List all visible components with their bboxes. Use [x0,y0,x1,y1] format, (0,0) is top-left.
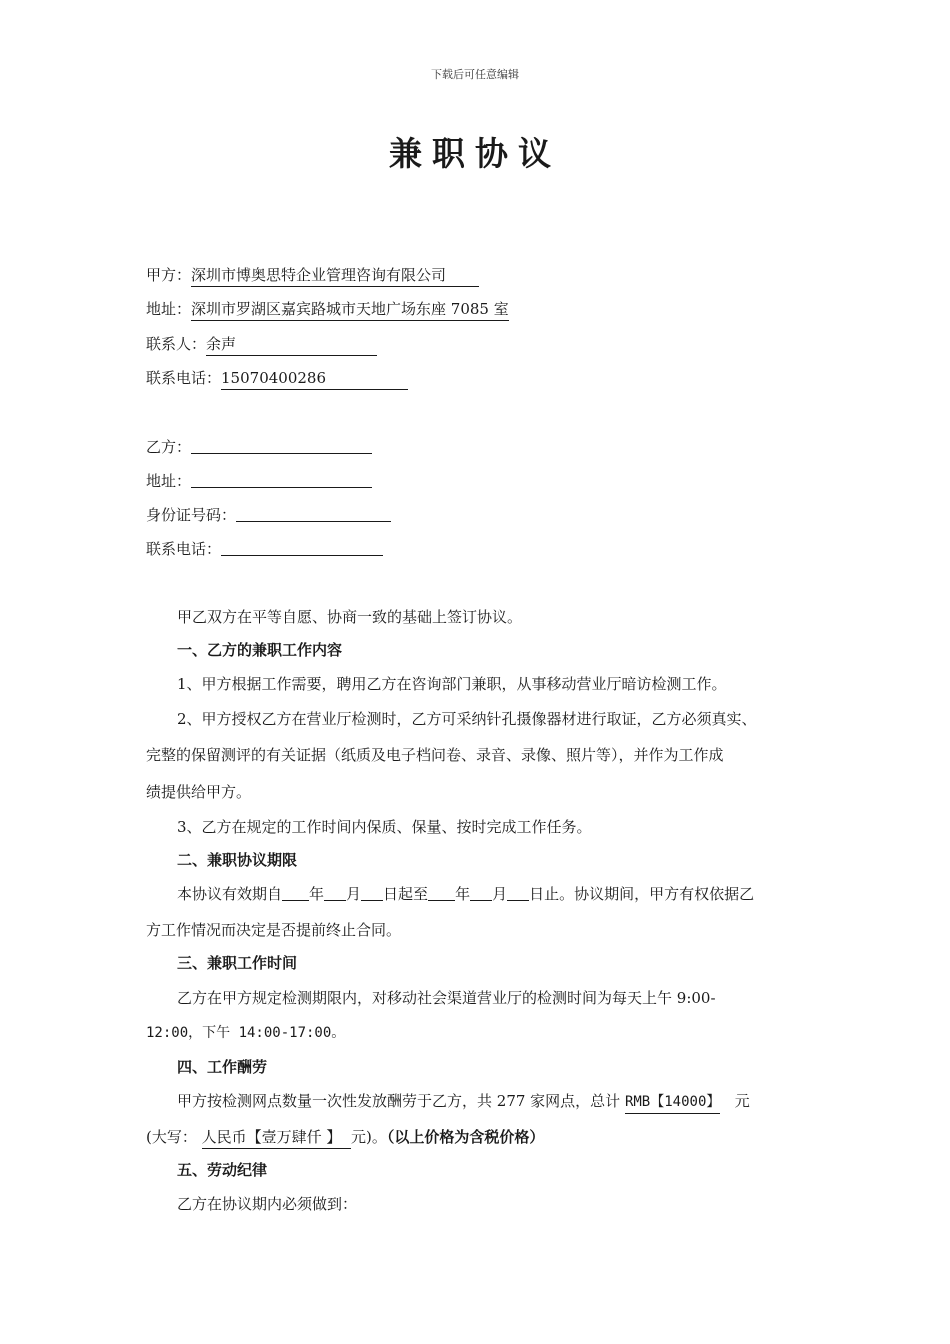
document-title: 兼职协议 [389,134,561,173]
end-month-blank[interactable] [470,885,492,901]
party-b-name-row [146,437,372,457]
party-a-contact-row [146,334,377,356]
section4-p1-line2 [146,1127,544,1149]
month-label: 月 [492,885,508,903]
party-a-name: 深圳市博奥思特企业管理咨询有限公司 [191,265,479,287]
day-from-label: 日起至 [383,885,429,903]
year-label: 年 [455,885,471,903]
section1-p2-line2: 完整的保留测评的有关证据（纸质及电子档问卷、录音、录像、照片等），并作为工作成 [146,746,724,764]
section5-heading: 五、劳动纪律 [177,1161,268,1179]
start-day-blank[interactable] [361,885,383,901]
tax-note: （以上价格为含税价格） [386,1128,545,1146]
pay-description: 甲方按检测网点数量一次性发放酬劳于乙方，共 277 家网点，总计 [177,1092,621,1110]
header-note: 下载后可任意编辑 [431,68,519,81]
party-a-contact: 余声 [206,334,377,356]
end-day-blank[interactable] [507,885,529,901]
party-b-id-row [146,505,391,525]
pay-cn-label: (大写： [146,1128,197,1146]
party-a-address: 深圳市罗湖区嘉宾路城市天地广场东座 7085 室 [191,299,509,321]
party-b-phone-row [146,539,383,559]
section1-p3: 3、乙方在规定的工作时间内保质、保量、按时完成工作任务。 [177,818,592,836]
month-label: 月 [346,885,362,903]
party-a-address-row [146,299,509,321]
section3-heading: 三、兼职工作时间 [177,954,298,972]
party-a-label: 甲方： [146,266,192,284]
party-b-id-label: 身份证号码： [146,506,237,524]
year-label: 年 [309,885,325,903]
party-b-address-label: 地址： [146,472,192,490]
pay-unit: 元 [734,1092,750,1110]
section5-p1: 乙方在协议期内必须做到： [177,1195,358,1213]
intro-paragraph: 甲乙双方在平等自愿、协商一致的基础上签订协议。 [177,608,523,626]
party-b-name-blank[interactable] [191,438,372,454]
section2-heading: 二、兼职协议期限 [177,851,298,869]
party-a-contact-label: 联系人： [146,335,207,353]
term-from-label: 本协议有效期自 [177,885,283,903]
day-to-label: 日止。协议期间，甲方有权依据乙 [529,885,755,903]
section2-p1-line2: 方工作情况而决定是否提前终止合同。 [146,921,402,939]
party-a-name-row [146,265,479,287]
section2-p1-line1 [177,884,754,904]
start-month-blank[interactable] [324,885,346,901]
party-b-id-blank[interactable] [236,506,391,522]
section1-p1: 1、甲方根据工作需要，聘用乙方在咨询部门兼职，从事移动营业厅暗访检测工作。 [177,675,727,693]
section3-p1-line2: 12:00，下午 14:00-17:00。 [146,1025,346,1041]
party-b-label: 乙方： [146,438,192,456]
party-b-phone-blank[interactable] [221,540,383,556]
pay-amount: RMB【14000】 [625,1092,720,1114]
section3-p1-line1: 乙方在甲方规定检测期限内，对移动社会渠道营业厅的检测时间为每天上午 9:00- [177,989,716,1007]
party-a-address-label: 地址： [146,300,192,318]
section1-p2-line3: 绩提供给甲方。 [146,783,252,801]
start-year-blank[interactable] [282,885,309,901]
section4-p1-line1 [177,1091,750,1114]
party-a-phone: 15070400286 [221,368,408,390]
pay-amount-cn: 人民币【壹万肆仟 】 [202,1127,351,1149]
party-b-phone-label: 联系电话： [146,540,222,558]
section1-p2-line1: 2、甲方授权乙方在营业厅检测时，乙方可采纳针孔摄像器材进行取证，乙方必须真实、 [177,710,757,728]
party-b-address-row [146,471,372,491]
pay-cn-suffix: 元)。 [350,1128,387,1146]
party-a-phone-row [146,368,408,390]
end-year-blank[interactable] [428,885,455,901]
party-b-address-blank[interactable] [191,472,372,488]
section4-heading: 四、工作酬劳 [177,1058,268,1076]
party-a-phone-label: 联系电话： [146,369,222,387]
section1-heading: 一、乙方的兼职工作内容 [177,641,343,659]
